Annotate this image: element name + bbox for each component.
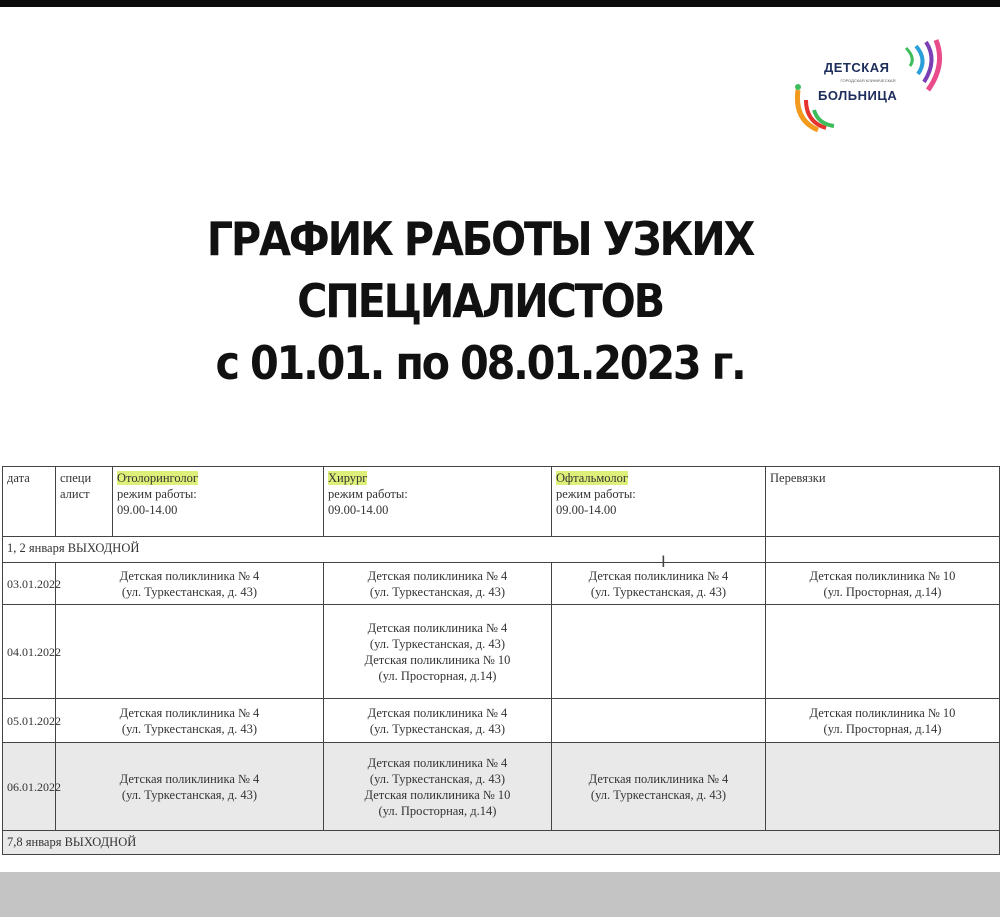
header-specialist-part1: специ — [60, 471, 92, 485]
row-date: 05.01.2022 — [3, 699, 56, 743]
holiday-text: 7,8 января ВЫХОДНОЙ — [3, 831, 1000, 855]
clinic-address: (ул. Туркестанская, д. 43) — [590, 584, 727, 599]
clinic-cell — [56, 563, 324, 605]
table-row — [3, 699, 1000, 743]
clinic-name: Детская поликлиника № 4 — [367, 755, 508, 770]
clinic-address: (ул. Просторная, д.14) — [378, 803, 497, 818]
row-date: 04.01.2022 — [3, 605, 56, 699]
clinic-cell — [552, 563, 766, 605]
top-border — [0, 0, 1000, 7]
empty-cell — [766, 537, 1000, 563]
header-otolaryngologist — [113, 467, 324, 537]
table-row — [3, 563, 1000, 605]
empty-cell — [766, 743, 1000, 831]
text-cursor-icon: Ι — [661, 552, 666, 571]
schedule-table — [2, 466, 1000, 855]
header-date: дата — [3, 467, 56, 537]
title-line-3: с 01.01. по 08.01.2023 г. — [215, 336, 745, 390]
clinic-name: Детская поликлиника № 4 — [367, 705, 508, 720]
hospital-logo-icon — [788, 30, 948, 140]
clinic-cell — [552, 743, 766, 831]
clinic-address: (ул. Туркестанская, д. 43) — [369, 636, 506, 651]
clinic-cell — [324, 605, 552, 699]
clinic-address: (ул. Просторная, д.14) — [378, 668, 497, 683]
clinic-name: Детская поликлиника № 4 — [119, 568, 260, 583]
surgeon-hours: 09.00-14.00 — [328, 503, 389, 517]
ophthalmologist-name: Офтальмолог — [556, 471, 628, 485]
clinic-address: (ул. Туркестанская, д. 43) — [369, 771, 506, 786]
clinic-name: Детская поликлиника № 4 — [119, 771, 260, 786]
empty-cell — [56, 605, 324, 699]
clinic-cell — [766, 699, 1000, 743]
table-row — [3, 743, 1000, 831]
header-specialist-part2: алист — [60, 487, 90, 501]
logo-text-bottom: БОЛЬНИЦА — [818, 88, 898, 103]
table-row — [3, 605, 1000, 699]
clinic-address: (ул. Туркестанская, д. 43) — [369, 584, 506, 599]
holiday-text: 1, 2 января ВЫХОДНОЙ — [3, 537, 766, 563]
clinic-address: (ул. Просторная, д.14) — [823, 584, 942, 599]
clinic-address: (ул. Туркестанская, д. 43) — [121, 787, 258, 802]
surgeon-mode: режим работы: — [328, 487, 408, 501]
ophthalmologist-mode: режим работы: — [556, 487, 636, 501]
clinic-address: (ул. Туркестанская, д. 43) — [121, 721, 258, 736]
clinic-address: (ул. Туркестанская, д. 43) — [121, 584, 258, 599]
header-specialist — [56, 467, 113, 537]
holiday-row — [3, 831, 1000, 855]
clinic-cell — [56, 743, 324, 831]
clinic-name: Детская поликлиника № 4 — [367, 620, 508, 635]
header-ophthalmologist — [552, 467, 766, 537]
otolaryngologist-hours: 09.00-14.00 — [117, 503, 178, 517]
row-date: 03.01.2022 — [3, 563, 56, 605]
clinic-name: Детская поликлиника № 4 — [367, 568, 508, 583]
clinic-name: Детская поликлиника № 10 — [364, 652, 511, 667]
empty-cell — [552, 605, 766, 699]
clinic-name: Детская поликлиника № 10 — [364, 787, 511, 802]
header-surgeon — [324, 467, 552, 537]
ophthalmologist-hours: 09.00-14.00 — [556, 503, 617, 517]
clinic-cell — [766, 563, 1000, 605]
clinic-name: Детская поликлиника № 10 — [809, 705, 956, 720]
bottom-area — [0, 872, 1000, 917]
clinic-cell — [324, 743, 552, 831]
surgeon-name: Хирург — [328, 471, 368, 485]
clinic-name: Детская поликлиника № 4 — [588, 771, 729, 786]
clinic-cell — [324, 699, 552, 743]
row-date: 06.01.2022 — [3, 743, 56, 831]
title-line-1: ГРАФИК РАБОТЫ УЗКИХ — [206, 212, 754, 266]
clinic-name: Детская поликлиника № 10 — [809, 568, 956, 583]
empty-cell — [766, 605, 1000, 699]
empty-cell — [552, 699, 766, 743]
header-row — [3, 467, 1000, 537]
clinic-name: Детская поликлиника № 4 — [119, 705, 260, 720]
otolaryngologist-mode: режим работы: — [117, 487, 197, 501]
holiday-row — [3, 537, 1000, 563]
clinic-cell — [324, 563, 552, 605]
title-line-2: СПЕЦИАЛИСТОВ — [297, 274, 663, 328]
clinic-address: (ул. Туркестанская, д. 43) — [369, 721, 506, 736]
page-title — [48, 208, 912, 394]
clinic-cell — [56, 699, 324, 743]
logo-text-middle: ГОРОДСКАЯ КЛИНИЧЕСКАЯ — [840, 78, 896, 83]
otolaryngologist-name: Отолоринголог — [117, 471, 199, 485]
clinic-address: (ул. Туркестанская, д. 43) — [590, 787, 727, 802]
logo-text-top: ДЕТСКАЯ — [824, 60, 890, 75]
header-dressings: Перевязки — [766, 467, 1000, 537]
clinic-address: (ул. Просторная, д.14) — [823, 721, 942, 736]
clinic-name: Детская поликлиника № 4 — [588, 568, 729, 583]
